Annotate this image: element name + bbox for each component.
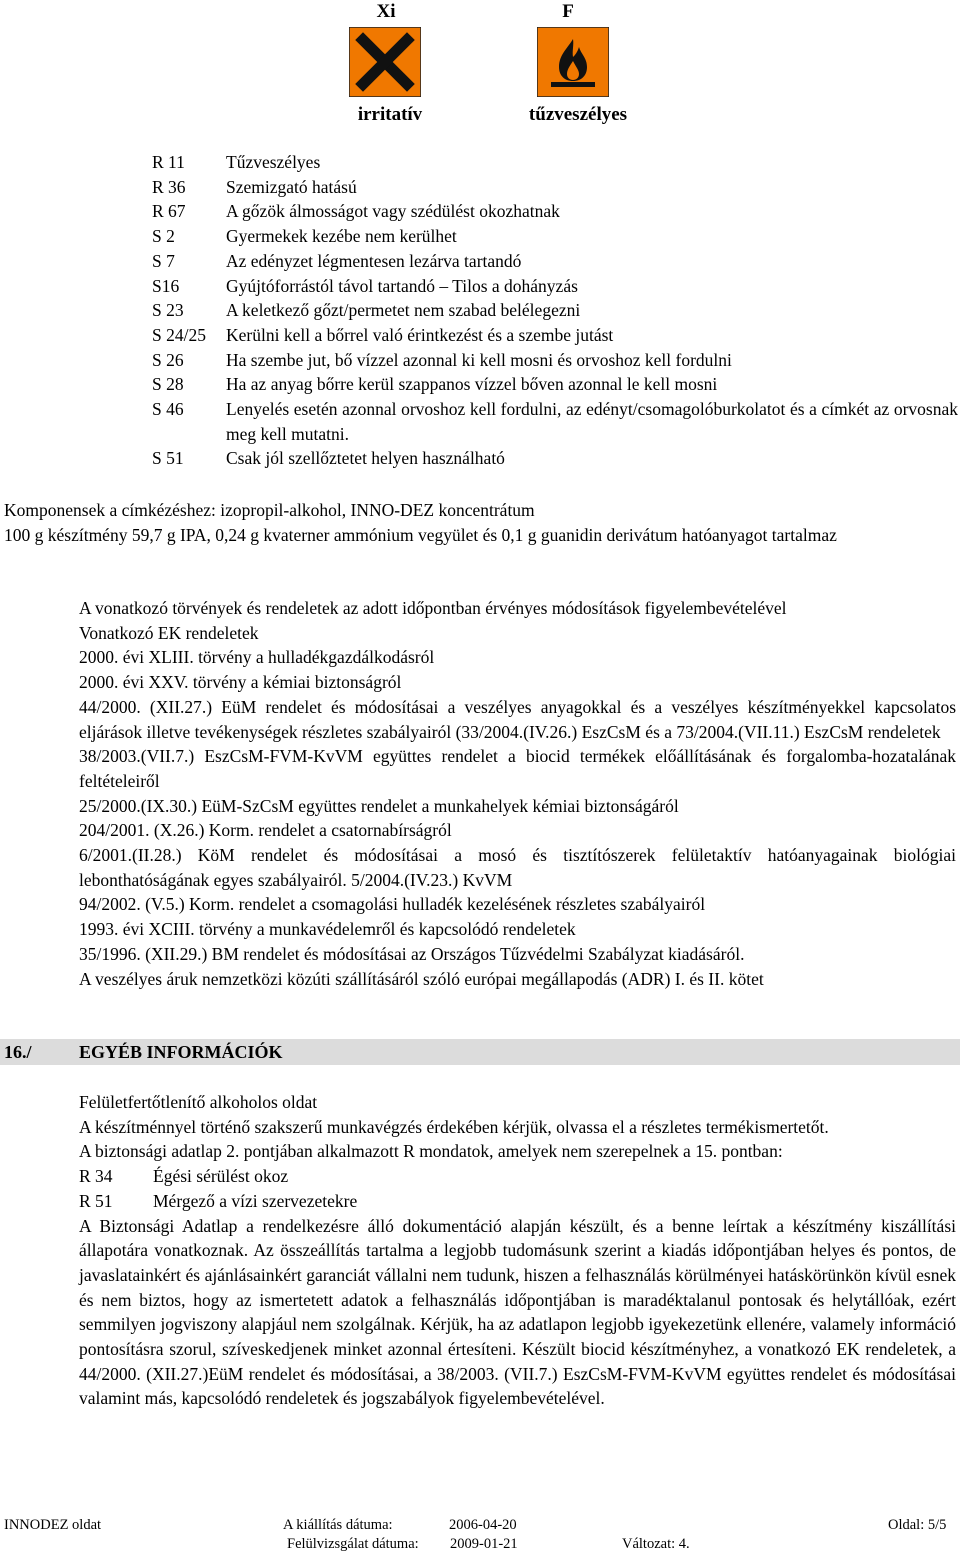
section-title: EGYÉB INFORMÁCIÓK <box>79 1042 283 1062</box>
regulation-item: 2000. évi XXV. törvény a kémiai biztonságról <box>79 672 402 693</box>
symbol-caption-flammable: tűzveszélyes <box>528 104 628 125</box>
irritant-x-icon <box>349 27 421 97</box>
regulation-item: 6/2001.(II.28.) KöM rendelet és módosításai a mosó és tisztítószerek felületaktív hatóanyagainak biológiai lebonthatóságának egyes szabályairól. 5/2004.(IV.23.) KvVM <box>79 845 956 890</box>
phrase-code: S 23 <box>152 300 184 321</box>
phrase-row <box>152 249 958 274</box>
phrase-code: S 24/25 <box>152 324 206 345</box>
r-phrase-row <box>79 1189 956 1214</box>
phrase-text: Tűzveszélyes <box>226 152 321 172</box>
symbol-code-f: F <box>562 1 574 22</box>
phrase-row <box>152 446 958 471</box>
section-16-body <box>79 1090 956 1411</box>
phrase-code: S 28 <box>152 374 184 395</box>
phrase-row <box>152 397 958 446</box>
usage-note: A készítménnyel történő szakszerű munkavégzés érdekében kérjük, olvassa el a részletes termékismertetőt. <box>79 1116 829 1137</box>
regulation-item: 94/2002. (V.5.) Korm. rendelet a csomagolási hulladék kezelésének részletes szabályairól <box>79 894 706 915</box>
phrase-row <box>152 372 958 397</box>
phrase-row <box>152 323 958 348</box>
phrase-text: Gyújtóforrástól távol tartandó – Tilos a dohányzás <box>226 275 578 296</box>
phrase-text: A keletkező gőzt/permetet nem szabad belélegezni <box>226 300 581 321</box>
phrase-row <box>152 150 958 175</box>
phrase-row <box>152 348 958 373</box>
regulation-item: A veszélyes áruk nemzetközi közúti szállításáról szóló európai megállapodás (ADR) I. és II. kötet <box>79 968 764 989</box>
regulation-item: 204/2001. (X.26.) Korm. rendelet a csatornabírságról <box>79 820 452 841</box>
symbol-caption-irritant: irritatív <box>357 104 423 125</box>
phrase-code: S 26 <box>152 349 184 370</box>
symbol-code-xi: Xi <box>376 1 396 22</box>
regulation-item: 25/2000.(IX.30.) EüM-SzCsM együttes rendelet a munkahelyek kémiai biztonságáról <box>79 795 679 816</box>
disclaimer-paragraph: A Biztonsági Adatlap a rendelkezésre álló dokumentáció alapján készült, és a benne leírtak a készítmény kiszállítási állapotára vonatkoznak. Az összeállítás tartalma a legjobb tudomásunk szerint a kiadás időpontjában helyes és pontos, de javaslatainkért és ajánlásainkért garanciát vállalni nem tudunk, hiszen a felhasználás körülményei hatáskörünkön kívül esnek és nem biztos, hogy az ismertetett adatok a felhasználás időpontjában is maradéktalanul pontosak és helytállóak, ezért semmilyen jogviszony alapjául nem szolgálnak. Kérjük, ha az adatlapon legjobb igyekezetünk ellenére, valamely információ pontosításra szorul, szíveskedjenek minket azonnal értesíteni. Készült biocid készítményhez, a vonatkozó EK rendeletek, a 44/2000. (XII.27.)EüM rendelet és módosításai, a 38/2003. (VII.7.) EszCsM-FVM-KvVM együttes rendelet és módosításai valamint más, kapcsolódó rendeletek és jogszabályok figyelembevételével. <box>79 1215 956 1409</box>
phrase-code: R 36 <box>152 176 186 197</box>
phrase-text: A gőzök álmosságot vagy szédülést okozhatnak <box>226 201 560 222</box>
phrase-code: R 11 <box>152 152 185 172</box>
phrase-code: R 67 <box>152 201 186 222</box>
r-phrases-intro: A biztonsági adatlap 2. pontjában alkalmazott R mondatok, amelyek nem szerepelnek a 15. pontban: <box>79 1141 783 1162</box>
footer-issue-date: 2006-04-20 <box>449 1517 517 1533</box>
r-phrase-text: Égési sérülést okoz <box>153 1166 289 1187</box>
phrase-text: Az edényzet légmentesen lezárva tartandó <box>226 250 522 271</box>
phrase-text: Lenyelés esetén azonnal orvoshoz kell fordulni, az edényt/csomagolóburkolatot és a címkét az orvosnak meg kell mutatni. <box>226 399 958 444</box>
phrase-row <box>152 199 958 224</box>
phrase-code: S 46 <box>152 399 184 420</box>
footer-review-date: 2009-01-21 <box>450 1536 518 1552</box>
regulation-item: 38/2003.(VII.7.) EszCsM-FVM-KvVM együttes rendelet a biocid termékek előállításának és forgalomba-hozatalának feltételeiről <box>79 746 956 791</box>
footer-issue-label: A kiállítás dátuma: <box>283 1517 393 1533</box>
phrase-text: Csak jól szellőztetet helyen használható <box>226 448 505 469</box>
section-number: 16./ <box>4 1042 32 1062</box>
phrase-row <box>152 274 958 299</box>
r-phrase-text: Mérgező a vízi szervezetekre <box>153 1190 358 1211</box>
regulations-list <box>79 596 956 991</box>
footer-review-label: Felülvizsgálat dátuma: <box>287 1536 419 1552</box>
components-block <box>4 498 956 547</box>
regulation-item: 44/2000. (XII.27.) EüM rendelet és módosításai a veszélyes anyagokkal és a veszélyes készítményekkel kapcsolatos eljárások illetve tevékenységek részletes szabályairól (33/2004.(IV.26.) EszCsM és a 73/2004.(VII.11.) EszCsM rendeletek <box>79 696 956 742</box>
phrase-row <box>152 224 958 249</box>
footer-page: Oldal: 5/5 <box>888 1517 947 1533</box>
flame-icon <box>537 27 609 97</box>
regulation-item: Vonatkozó EK rendeletek <box>79 622 259 643</box>
r-phrase-code: R 34 <box>79 1166 113 1187</box>
phrase-text: Szemizgató hatású <box>226 176 357 197</box>
phrase-text: Kerülni kell a bőrrel való érintkezést és a szembe jutást <box>226 324 614 345</box>
r-phrase-row <box>79 1164 956 1189</box>
phrase-code: S 51 <box>152 448 184 469</box>
phrase-code: S 2 <box>152 226 175 247</box>
components-label: Komponensek a címkézéshez: izopropil-alkohol, INNO-DEZ koncentrátum <box>4 500 535 520</box>
product-description: Felületfertőtlenítő alkoholos oldat <box>79 1092 318 1112</box>
r-phrase-code: R 51 <box>79 1190 113 1211</box>
components-composition: 100 g készítmény 59,7 g IPA, 0,24 g kvaterner ammónium vegyület és 0,1 g guanidin derivátum hatóanyagot tartalmaz <box>4 524 837 545</box>
footer-product: INNODEZ oldat <box>4 1517 102 1533</box>
phrase-text: Ha szembe jut, bő vízzel azonnal ki kell mosni és orvoshoz kell fordulni <box>226 349 732 370</box>
regulation-item: 1993. évi XCIII. törvény a munkavédelemről és kapcsolódó rendeletek <box>79 919 576 940</box>
regulation-item: A vonatkozó törvények és rendeletek az adott időpontban érvényes módosítások figyelembevételével <box>79 598 787 618</box>
risk-safety-phrases <box>152 150 958 471</box>
phrase-code: S 7 <box>152 250 175 271</box>
phrase-row <box>152 175 958 200</box>
regulation-item: 2000. évi XLIII. törvény a hulladékgazdálkodásról <box>79 647 435 668</box>
phrase-text: Ha az anyag bőrre kerül szappanos vízzel bőven azonnal le kell mosni <box>226 374 718 395</box>
phrase-code: S16 <box>152 275 180 296</box>
regulation-item: 35/1996. (XII.29.) BM rendelet és módosításai az Országos Tűzvédelmi Szabályzat kiadásáról. <box>79 943 745 964</box>
footer-version: Változat: 4. <box>622 1536 690 1552</box>
phrase-row <box>152 298 958 323</box>
phrase-text: Gyermekek kezébe nem kerülhet <box>226 226 457 247</box>
